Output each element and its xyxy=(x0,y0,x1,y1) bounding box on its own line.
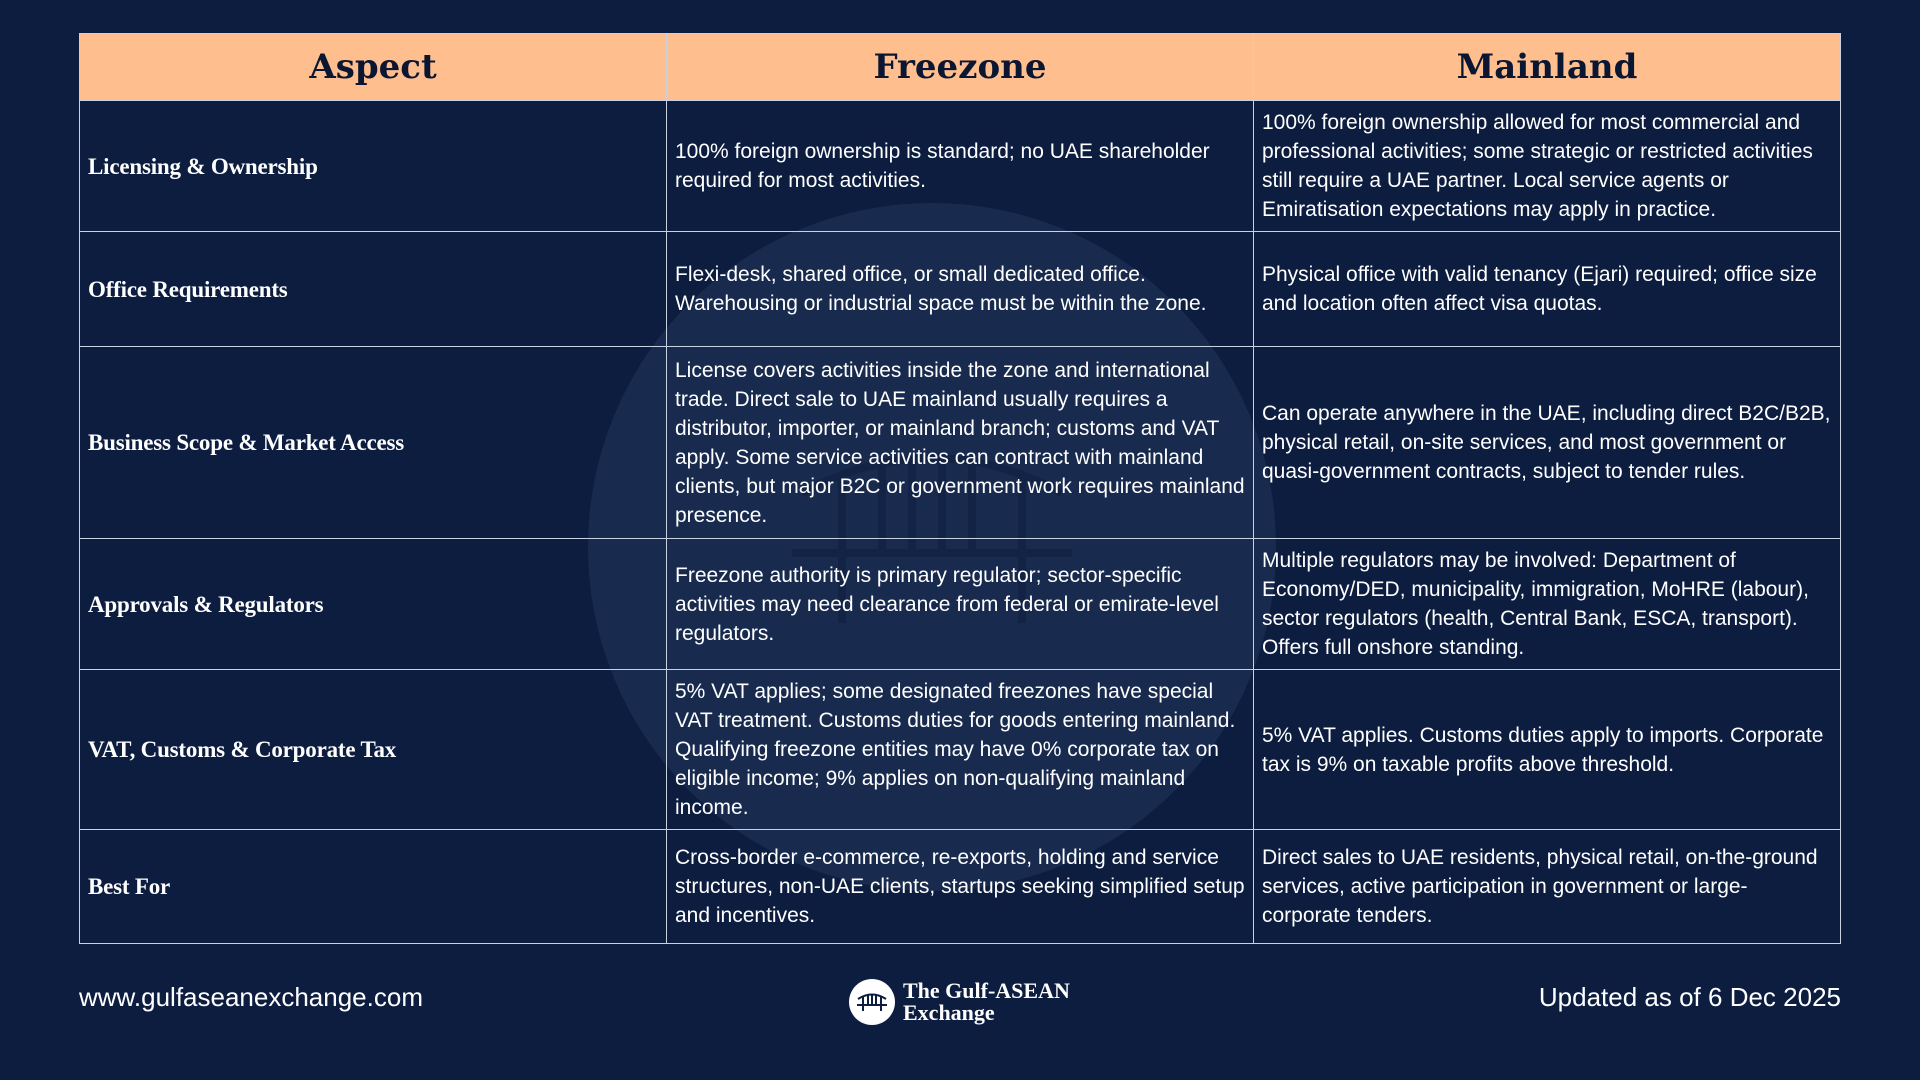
table-row xyxy=(80,101,1841,232)
row-freezone-cell: 100% foreign ownership is standard; no UAE shareholder required for most activities. xyxy=(667,101,1254,232)
row-mainland-cell: Can operate anywhere in the UAE, including direct B2C/B2B, physical retail, on-site services, and most government or quasi-government contracts, subject to tender rules. xyxy=(1254,347,1841,539)
row-aspect-cell: Office Requirements xyxy=(80,232,667,347)
bridge-icon xyxy=(849,979,895,1025)
row-aspect-cell: Approvals & Regulators xyxy=(80,539,667,670)
header-aspect: Aspect xyxy=(80,34,667,101)
row-freezone-cell: Cross-border e-commerce, re-exports, holding and service structures, non-UAE clients, startups seeking simplified setup and incentives. xyxy=(667,830,1254,944)
row-mainland-cell: Multiple regulators may be involved: Department of Economy/DED, municipality, immigration, MoHRE (labour), sector regulators (health, Central Bank, ESCA, transport). Offers full onshore standing. xyxy=(1254,539,1841,670)
header-mainland: Mainland xyxy=(1254,34,1841,101)
table-header-row xyxy=(80,34,1841,101)
footer-brand xyxy=(849,978,1083,1026)
row-aspect-cell: Best For xyxy=(80,830,667,944)
table-row xyxy=(80,670,1841,830)
footer-website-link[interactable]: www.gulfaseanexchange.com xyxy=(79,982,423,1012)
table-row xyxy=(80,830,1841,944)
row-freezone-cell: 5% VAT applies; some designated freezones have special VAT treatment. Customs duties for goods entering mainland. Qualifying freezone entities may have 0% corporate tax on eligible income; 9% applies on non-qualifying mainland income. xyxy=(667,670,1254,830)
table-row xyxy=(80,347,1841,539)
row-aspect-cell: VAT, Customs & Corporate Tax xyxy=(80,670,667,830)
row-aspect-cell: Licensing & Ownership xyxy=(80,101,667,232)
row-mainland-cell: Physical office with valid tenancy (Ejari) required; office size and location often affect visa quotas. xyxy=(1254,232,1841,347)
row-freezone-cell: Flexi-desk, shared office, or small dedicated office. Warehousing or industrial space must be within the zone. xyxy=(667,232,1254,347)
table-row xyxy=(80,539,1841,670)
row-freezone-cell: Freezone authority is primary regulator; sector-specific activities may need clearance from federal or emirate-level regulators. xyxy=(667,539,1254,670)
row-mainland-cell: 100% foreign ownership allowed for most commercial and professional activities; some strategic or restricted activities still require a UAE partner. Local service agents or Emiratisation expectations may apply in practice. xyxy=(1254,101,1841,232)
updated-date: Updated as of 6 Dec 2025 xyxy=(1538,982,1841,1012)
row-mainland-cell: Direct sales to UAE residents, physical retail, on-the-ground services, active participation in government or large-corporate tenders. xyxy=(1254,830,1841,944)
comparison-table xyxy=(79,33,1841,944)
header-freezone: Freezone xyxy=(667,34,1254,101)
row-freezone-cell: License covers activities inside the zone and international trade. Direct sale to UAE mainland usually requires a distributor, importer, or mainland branch; customs and VAT apply. Some service activities can contract with mainland clients, but major B2C or government work requires mainland presence. xyxy=(667,347,1254,539)
table-row xyxy=(80,232,1841,347)
row-aspect-cell: Business Scope & Market Access xyxy=(80,347,667,539)
brand-name: The Gulf-ASEAN Exchange xyxy=(903,978,1070,1025)
row-mainland-cell: 5% VAT applies. Customs duties apply to imports. Corporate tax is 9% on taxable profits above threshold. xyxy=(1254,670,1841,830)
